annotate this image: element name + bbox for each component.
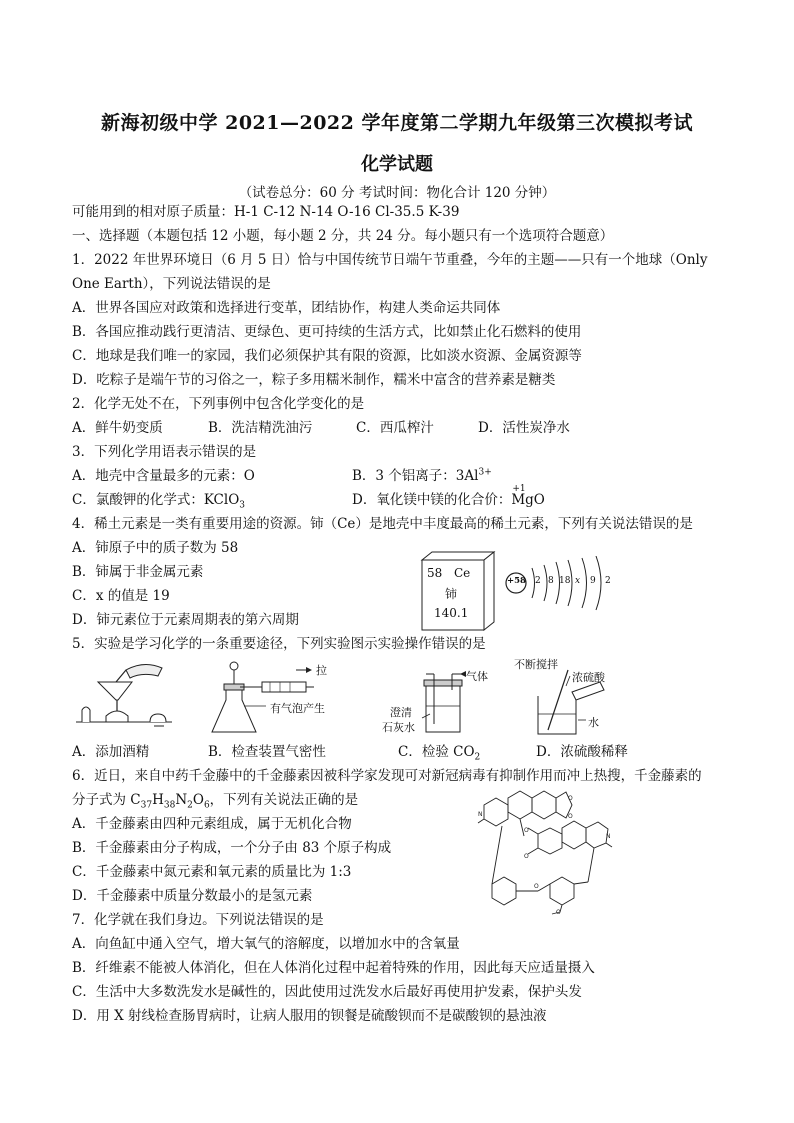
svg-text:O: O (556, 909, 561, 916)
q3-option-c: C．氯酸钾的化学式：KClO$_3$ (72, 492, 246, 511)
q7-option-d: D．用 X 射线检查肠胃病时，让病人服用的钡餐是硫酸钡而不是碳酸钡的悬浊液 (72, 1008, 547, 1024)
exam-subject: 化学试题 (361, 154, 433, 175)
svg-text:O: O (568, 813, 573, 820)
q4-option-b: B．铈属于非金属元素 (72, 564, 204, 580)
q7-stem: 7．化学就在我们身边。下列说法错误的是 (72, 912, 324, 928)
q6-option-b: B．千金藤素由分子构成，一个分子由 83 个原子构成 (72, 840, 392, 856)
q4-option-c: C．x 的值是 19 (72, 588, 170, 604)
q1-stem-line1: 1．2022 年世界环境日（6 月 5 日）恰与中国传统节日端午节重叠，今年的主题——只有一个地球（Only (72, 252, 708, 268)
label-bubbles: 有气泡产生 (270, 702, 325, 715)
label-water: 水 (588, 716, 599, 729)
q3-option-b: B．3 个铝离子：$3Al^{3+}$ (352, 467, 492, 484)
svg-text:N: N (606, 833, 611, 840)
shell-6: 2 (605, 576, 611, 586)
exam-info: （试卷总分：60 分 考试时间：物化合计 120 分钟） (238, 185, 556, 201)
q7-option-a: A．向鱼缸中通入空气，增大氧气的溶解度，以增加水中的含氧量 (72, 936, 460, 952)
q3-stem: 3．下列化学用语表示错误的是 (72, 444, 257, 460)
svg-text:O: O (524, 827, 529, 834)
shell-1: 2 (535, 576, 541, 586)
q5-option-b: B．检查装置气密性 (208, 744, 326, 760)
q6-option-c: C．千金藤素中氮元素和氧元素的质量比为 1:3 (72, 864, 352, 880)
label-pull: 拉 (316, 664, 327, 677)
tile-atomic-number: 58 (427, 566, 443, 580)
valence-mark: +1 (512, 484, 526, 494)
tile-name: 铈 (445, 587, 458, 601)
q7-option-b: B．纤维素不能被人体消化，但在人体消化过程中起着特殊的作用，因此每天应适量摄入 (72, 960, 595, 976)
q4-option-a: A．铈原子中的质子数为 58 (72, 540, 239, 556)
q1-option-c: C．地球是我们唯一的家园，我们必须保护其有限的资源，比如淡水资源、金属资源等 (72, 348, 582, 364)
q5-option-c: C．检验 $CO_2$ (398, 744, 481, 763)
q1-option-d: D．吃粽子是端午节的习俗之一，粽子多用糯米制作，糯米中富含的营养素是糖类 (72, 372, 556, 388)
q3-option-d: D．氧化镁中镁的化合价： +1 MgO (352, 491, 545, 509)
tile-atomic-mass: 140.1 (434, 606, 469, 620)
q1-stem-line2: One Earth），下列说法错误的是 (72, 276, 271, 292)
exam-title: 新海初级中学 2021—2022 学年度第二学期九年级第三次模拟考试 (101, 112, 693, 134)
atomic-masses: 可能用到的相对原子质量：H-1 C-12 N-14 O-16 Cl-35.5 K-39 (72, 204, 460, 220)
label-gas: 气体 (466, 670, 488, 683)
label-limewater-1: 澄清 (390, 706, 412, 719)
nucleus-charge: +58 (507, 576, 526, 586)
cerium-atomic-structure (504, 556, 624, 612)
q2-option-a: A．鲜牛奶变质 (72, 420, 163, 436)
label-stir: 不断搅拌 (514, 658, 558, 671)
svg-text:O: O (568, 795, 573, 802)
q5-option-a: A．添加酒精 (72, 744, 150, 760)
q1-option-b: B．各国应推动践行更清洁、更绿色、更可持续的生活方式，比如禁止化石燃料的使用 (72, 324, 582, 340)
q1-option-a: A．世界各国应对政策和选择进行变革，团结协作，构建人类命运共同体 (72, 300, 501, 316)
q6-option-d: D．千金藤素中质量分数最小的是氢元素 (72, 888, 313, 904)
q5-option-d: D．浓硫酸稀释 (536, 744, 628, 760)
svg-text:O: O (534, 883, 539, 890)
q5-stem: 5．实验是学习化学的一条重要途径，下列实验图示实验操作错误的是 (72, 636, 486, 652)
q6-stem-line2: 分子式为 $C_{37}H_{38}N_2O_6$，下列有关说法正确的是 (72, 792, 359, 811)
tile-symbol: Ce (454, 566, 471, 580)
shell-5: 9 (590, 576, 596, 586)
q6-stem-line1: 6．近日，来自中药千金藤中的千金藤素因被科学家发现可对新冠病毒有抑制作用而冲上热搜，千金藤素的 (72, 768, 702, 784)
cepharanthine-structure (468, 788, 614, 916)
q3-option-a: A．地壳中含量最多的元素：O (72, 468, 255, 484)
svg-text:N: N (478, 811, 483, 818)
q2-option-b: B．洗洁精洗油污 (208, 420, 313, 436)
section-heading: 一、选择题（本题包括 12 小题，每小题 2 分，共 24 分。每小题只有一个选项符合题意） (72, 228, 614, 244)
fig-adding-alcohol (74, 660, 174, 738)
q6-option-a: A．千金藤素由四种元素组成，属于无机化合物 (72, 816, 352, 832)
shell-3: 18 (559, 576, 571, 586)
q7-option-c: C．生活中大多数洗发水是碱性的，因此使用过洗发水后最好再使用护发素，保护头发 (72, 984, 582, 1000)
q4-option-d: D．铈元素位于元素周期表的第六周期 (72, 612, 299, 628)
fig-dilute-acid (512, 656, 622, 740)
q2-option-c: C．西瓜榨汁 (356, 420, 434, 436)
label-conc-acid: 浓硫酸 (572, 671, 605, 684)
shell-2: 8 (548, 576, 554, 586)
shell-4: x (575, 576, 581, 586)
fig-test-co2 (382, 670, 492, 740)
q2-stem: 2．化学无处不在，下列事例中包含化学变化的是 (72, 396, 365, 412)
fig-airtightness (210, 660, 355, 740)
svg-text:O: O (524, 853, 529, 860)
q2-option-d: D．活性炭净水 (478, 420, 570, 436)
q4-stem: 4．稀土元素是一类有重要用途的资源。铈（Ce）是地壳中丰度最高的稀土元素，下列有关说法错误的是 (72, 516, 693, 532)
label-limewater-2: 石灰水 (382, 721, 415, 734)
cerium-element-tile (418, 550, 498, 632)
